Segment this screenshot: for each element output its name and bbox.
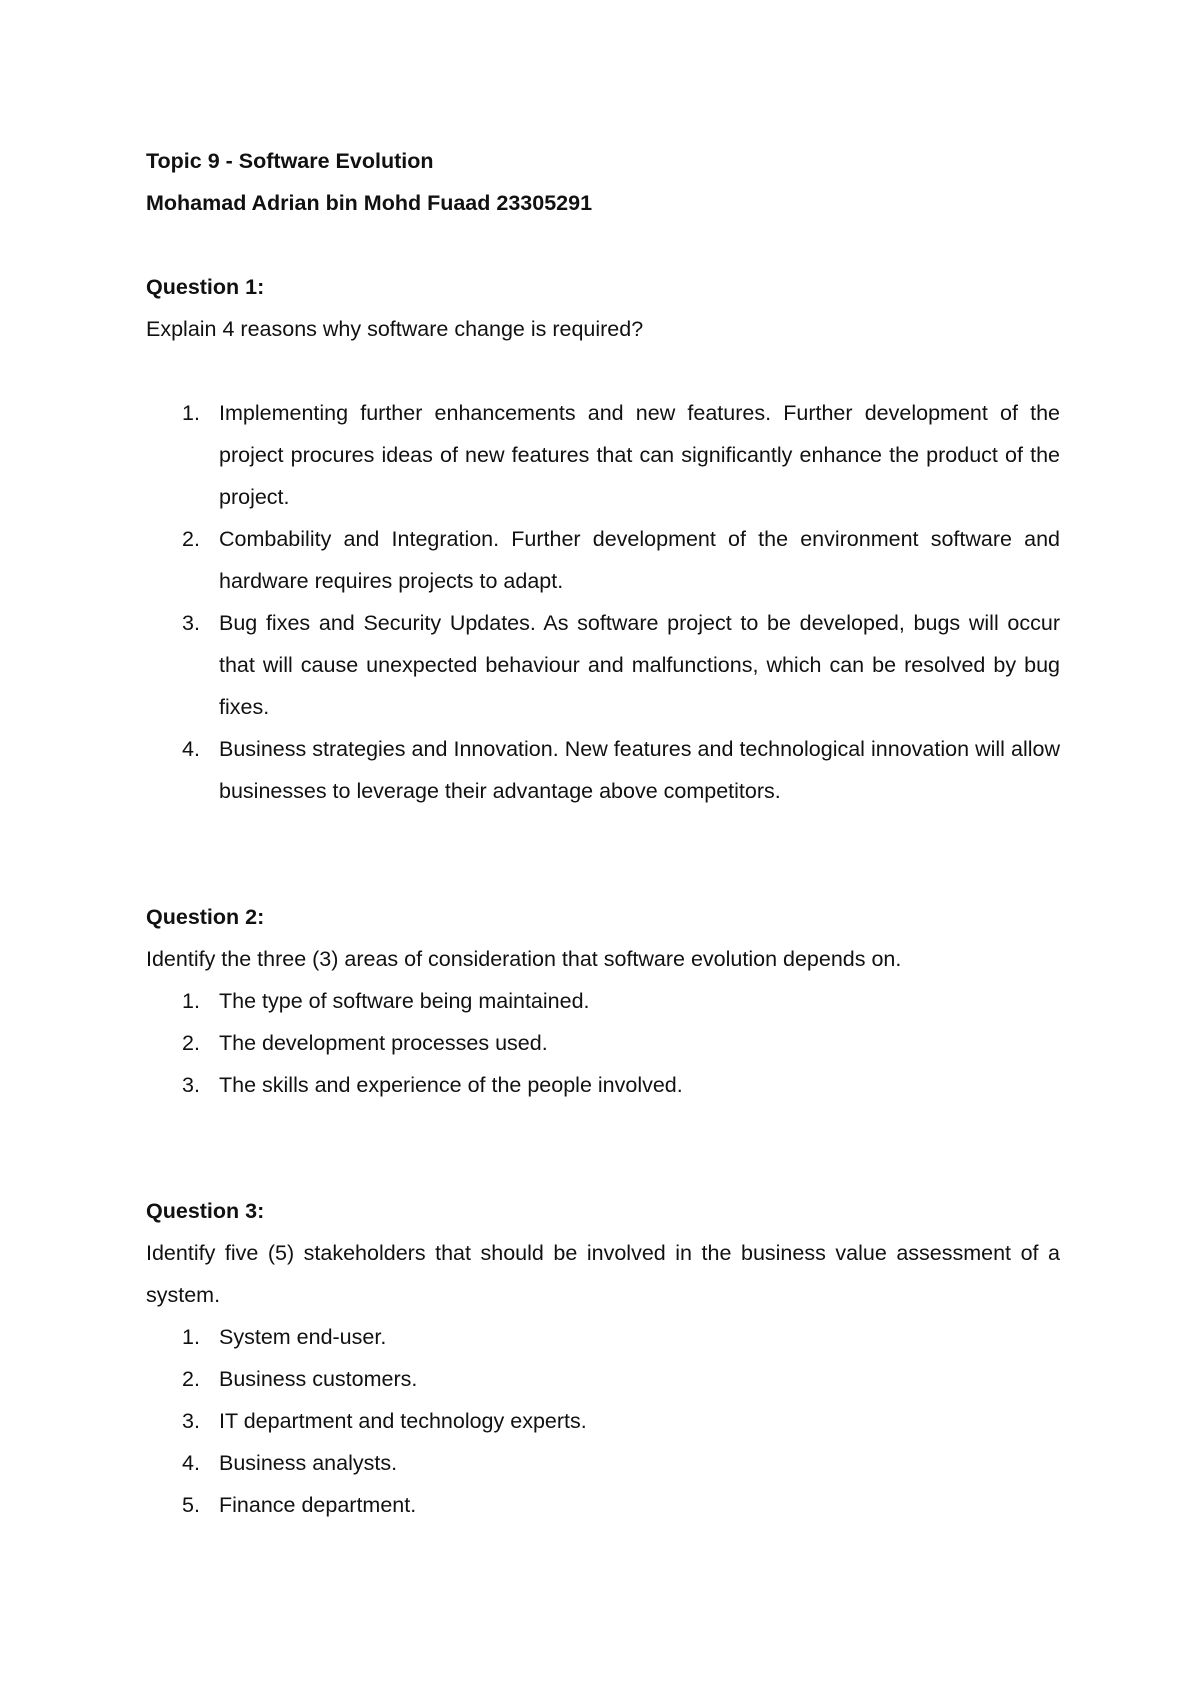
spacer xyxy=(146,812,1060,896)
list-item xyxy=(146,1358,1060,1400)
spacer xyxy=(146,224,1060,266)
question-2-answer-list xyxy=(146,980,1060,1106)
list-item-text: The development processes used. xyxy=(219,1031,548,1055)
question-2-prompt: Identify the three (3) areas of consideration that software evolution depends on. xyxy=(146,947,902,971)
list-item-text: IT department and technology experts. xyxy=(219,1409,587,1433)
question-3-answer-list xyxy=(146,1316,1060,1526)
list-item-text: Business analysts. xyxy=(219,1451,398,1475)
author-line: Mohamad Adrian bin Mohd Fuaad 23305291 xyxy=(146,191,593,215)
question-2-section xyxy=(146,896,1060,1106)
document-page xyxy=(146,140,1060,1526)
list-number: 3. xyxy=(182,611,200,635)
list-number: 2. xyxy=(182,1367,200,1391)
list-item-text: The type of software being maintained. xyxy=(219,989,590,1013)
question-1-section xyxy=(146,266,1060,812)
list-item xyxy=(146,1484,1060,1526)
question-3-prompt: Identify five (5) stakeholders that should be involved in the business value assessment of a system. xyxy=(146,1241,1060,1307)
list-item-text: Business customers. xyxy=(219,1367,418,1391)
list-item xyxy=(146,518,1060,602)
list-item xyxy=(146,602,1060,728)
list-number: 3. xyxy=(182,1409,200,1433)
list-item xyxy=(146,728,1060,812)
list-item-text: The skills and experience of the people involved. xyxy=(219,1073,683,1097)
spacer xyxy=(146,1106,1060,1190)
question-1-answer-list xyxy=(146,392,1060,812)
question-1-heading: Question 1: xyxy=(146,275,265,299)
list-number: 4. xyxy=(182,1451,200,1475)
list-item xyxy=(146,1316,1060,1358)
list-item-text: Implementing further enhancements and new features. Further development of the project procures ideas of new features that can significantly enhance the product of the project. xyxy=(219,401,1060,509)
list-item xyxy=(146,1400,1060,1442)
document-title: Topic 9 - Software Evolution xyxy=(146,149,434,173)
list-number: 1. xyxy=(182,989,200,1013)
spacer xyxy=(146,350,1060,392)
question-2-heading: Question 2: xyxy=(146,905,265,929)
list-item xyxy=(146,980,1060,1022)
list-item-text: Business strategies and Innovation. New features and technological innovation will allow businesses to leverage their advantage above competitors. xyxy=(219,737,1060,803)
list-number: 1. xyxy=(182,401,200,425)
list-item-text: Finance department. xyxy=(219,1493,417,1517)
question-3-section xyxy=(146,1190,1060,1526)
list-item xyxy=(146,1442,1060,1484)
list-number: 2. xyxy=(182,527,200,551)
question-1-prompt: Explain 4 reasons why software change is required? xyxy=(146,317,644,341)
list-number: 3. xyxy=(182,1073,200,1097)
list-number: 2. xyxy=(182,1031,200,1055)
list-item xyxy=(146,392,1060,518)
question-3-heading: Question 3: xyxy=(146,1199,265,1223)
list-item-text: Combability and Integration. Further development of the environment software and hardware requires projects to adapt. xyxy=(219,527,1060,593)
list-item-text: System end-user. xyxy=(219,1325,387,1349)
list-item-text: Bug fixes and Security Updates. As software project to be developed, bugs will occur that will cause unexpected behaviour and malfunctions, which can be resolved by bug fixes. xyxy=(219,611,1060,719)
list-item xyxy=(146,1064,1060,1106)
list-item xyxy=(146,1022,1060,1064)
list-number: 4. xyxy=(182,737,200,761)
list-number: 1. xyxy=(182,1325,200,1349)
list-number: 5. xyxy=(182,1493,200,1517)
